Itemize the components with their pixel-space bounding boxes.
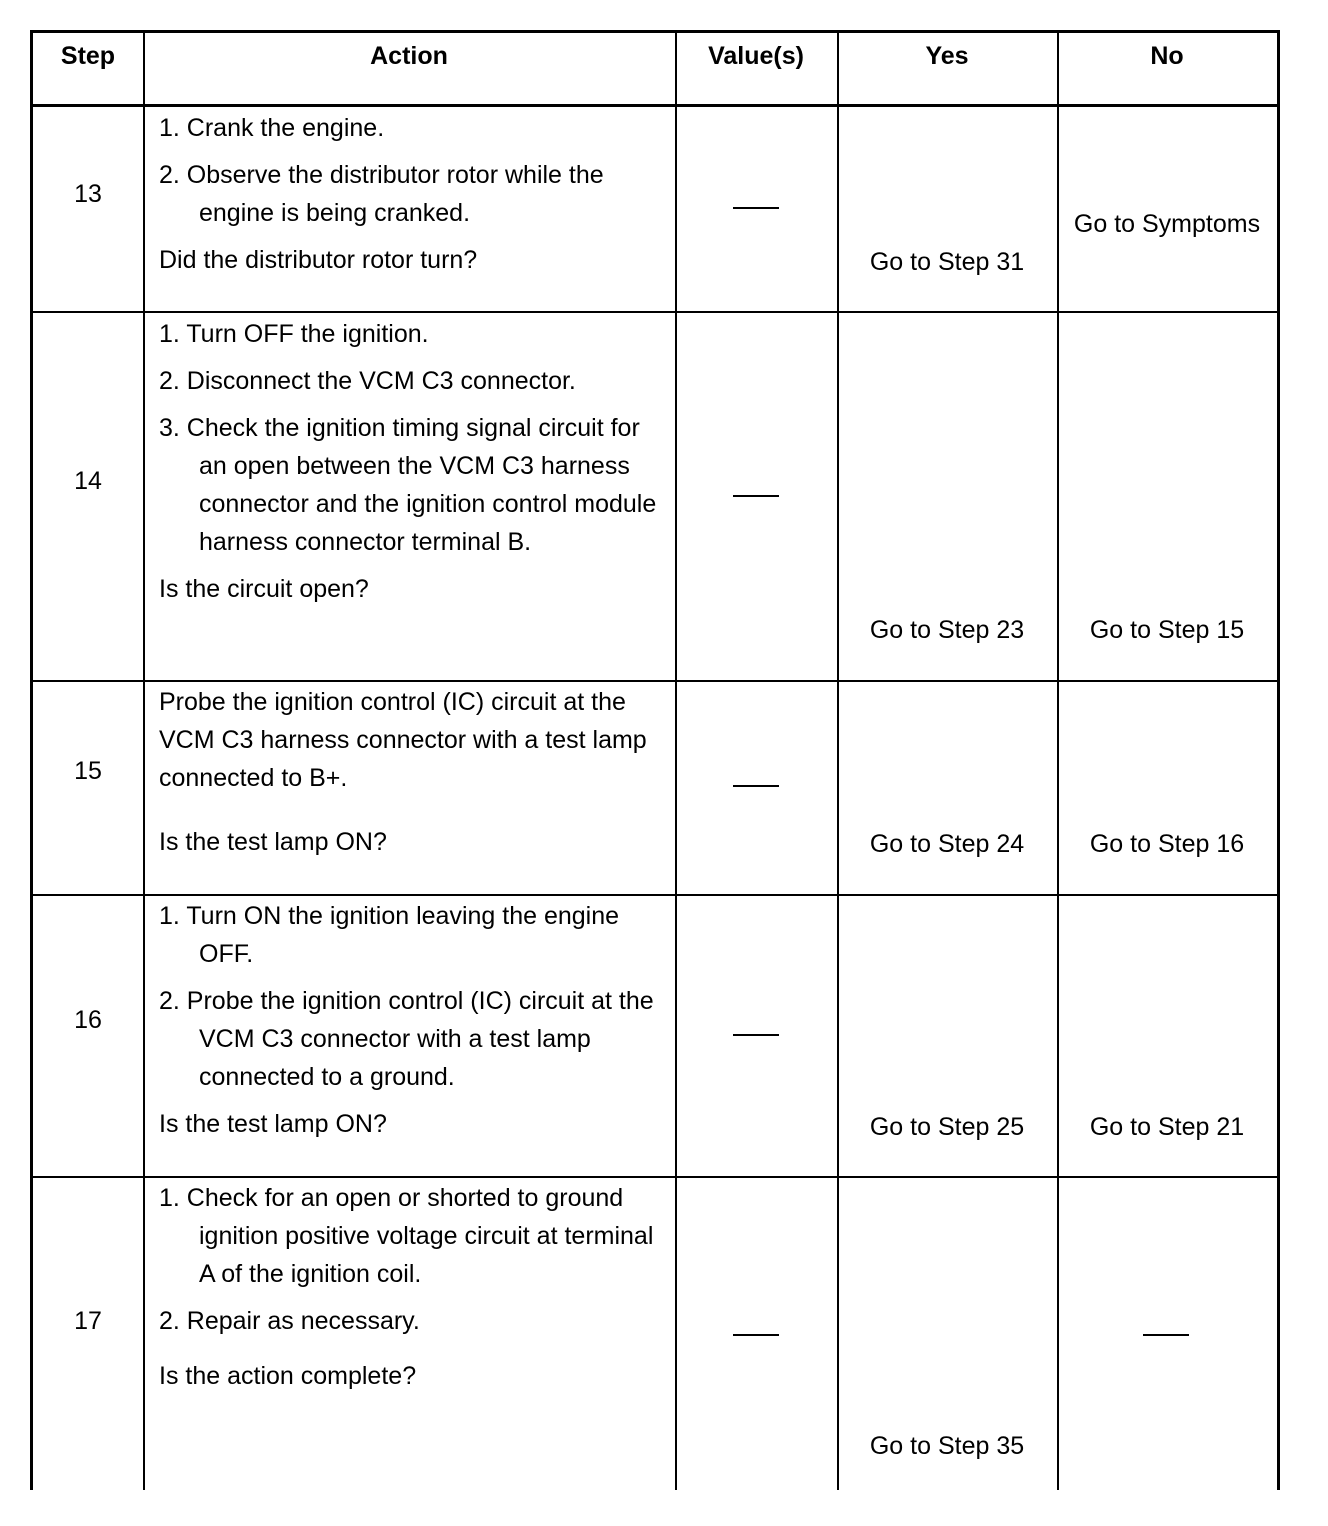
yes-result: Go to Step 31 (869, 248, 1025, 276)
yes-result: Go to Step 23 (869, 616, 1025, 644)
header-action: Action (370, 42, 448, 70)
action-question: Did the distributor rotor turn? (159, 246, 478, 274)
step-number: 14 (74, 467, 102, 495)
action-item: 1. Check for an open or shorted to ground ignition positive voltage circuit at terminal A of the ignition coil. (159, 1184, 654, 1288)
action-item: 3. Check the ignition timing signal circuit for an open between the VCM C3 harness connector and the ignition control module harness connector terminal B. (159, 414, 657, 556)
header-no: No (1150, 42, 1184, 70)
action-item: 2. Repair as necessary. (159, 1307, 420, 1335)
step-number: 17 (74, 1307, 102, 1335)
header-yes: Yes (925, 42, 969, 70)
empty-value-dash (733, 207, 779, 209)
column-divider (1057, 33, 1059, 1490)
empty-no-dash (1143, 1334, 1189, 1336)
action-cell (145, 897, 675, 1143)
action-item: 2. Probe the ignition control (IC) circuit at the VCM C3 connector with a test lamp connected to a ground. (159, 987, 654, 1091)
action-item: 1. Turn OFF the ignition. (159, 320, 429, 348)
step-number: 13 (74, 180, 102, 208)
header-values: Value(s) (708, 42, 804, 70)
empty-value-dash (733, 1034, 779, 1036)
empty-value-dash (733, 785, 779, 787)
action-item: 1. Crank the engine. (159, 114, 385, 142)
no-result: Go to Step 15 (1089, 616, 1245, 644)
action-item: Probe the ignition control (IC) circuit at the VCM C3 harness connector with a test lamp connected to B+. (159, 688, 647, 792)
action-cell (145, 315, 675, 608)
step-number: 15 (74, 757, 102, 785)
yes-result: Go to Step 24 (869, 830, 1025, 858)
action-question: Is the test lamp ON? (159, 828, 387, 856)
empty-value-dash (733, 495, 779, 497)
no-result: Go to Symptoms (1073, 210, 1261, 238)
row-divider (33, 311, 1277, 313)
header-step: Step (60, 42, 116, 70)
no-result: Go to Step 16 (1089, 830, 1245, 858)
row-divider (33, 680, 1277, 682)
empty-value-dash (733, 1334, 779, 1336)
action-item: 1. Turn ON the ignition leaving the engine OFF. (159, 902, 620, 968)
action-question: Is the circuit open? (159, 575, 369, 603)
row-divider (33, 104, 1277, 107)
column-divider (675, 33, 677, 1490)
action-question: Is the test lamp ON? (159, 1110, 387, 1138)
action-item: 2. Observe the distributor rotor while the engine is being cranked. (159, 161, 604, 227)
action-cell (145, 109, 675, 279)
diagnostic-table (30, 30, 1280, 1490)
yes-result: Go to Step 25 (869, 1113, 1025, 1141)
row-divider (33, 1176, 1277, 1178)
action-cell (145, 1179, 675, 1395)
step-number: 16 (74, 1006, 102, 1034)
row-divider (33, 894, 1277, 896)
action-question: Is the action complete? (159, 1362, 417, 1390)
action-item: 2. Disconnect the VCM C3 connector. (159, 367, 576, 395)
no-result: Go to Step 21 (1089, 1113, 1245, 1141)
yes-result: Go to Step 35 (869, 1432, 1025, 1460)
action-cell (145, 683, 675, 861)
